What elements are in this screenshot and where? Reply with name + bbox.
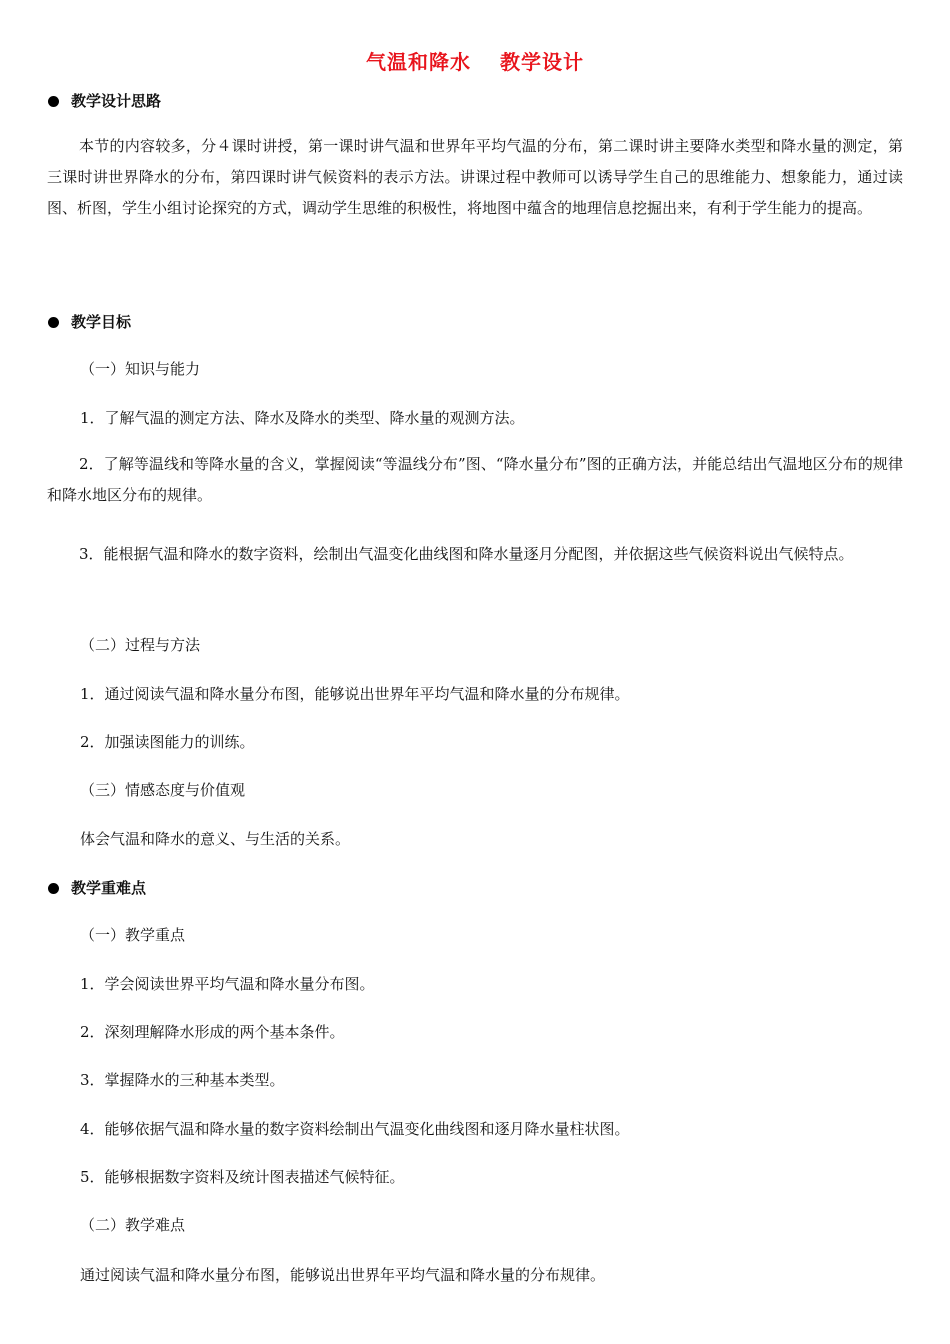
bullet-icon <box>48 317 59 328</box>
goals-item: 2．了解等温线和等降水量的含义，掌握阅读“等温线分布”图、“降水量分布”图的正确方法，并能总结出气温地区分布的规律和降水地区分布的规律。 <box>47 455 903 504</box>
section-heading-keypoints: 教学重难点 <box>48 877 146 898</box>
keypoints-item: 5．能够根据数字资料及统计图表描述气候特征。 <box>80 1168 405 1186</box>
keypoints-subheading-difficulty: （二）教学难点 <box>80 1216 186 1234</box>
document-title: 气温和降水 教学设计 <box>366 50 584 74</box>
thinking-paragraph: 本节的内容较多，分４课时讲授，第一课时讲气温和世界年平均气温的分布，第二课时讲主要降水类型和降水量的测定，第三课时讲世界降水的分布，第四课时讲气候资料的表示方法。讲课过程中教师可以诱导学生自己的思维能力、想象能力，通过读图、析图，学生小组讨论探究的方式，调动学生思维的积极性，将地图中蕴含的地理信息挖掘出来，有利于学生能力的提高。 <box>47 137 903 217</box>
keypoints-item: 通过阅读气温和降水量分布图，能够说出世界年平均气温和降水量的分布规律。 <box>80 1266 606 1284</box>
keypoints-item: 2．深刻理解降水形成的两个基本条件。 <box>80 1023 345 1041</box>
section-heading-goals: 教学目标 <box>48 311 131 332</box>
goals-item: 1．通过阅读气温和降水量分布图，能够说出世界年平均气温和降水量的分布规律。 <box>80 685 630 703</box>
keypoints-item: 3．掌握降水的三种基本类型。 <box>80 1071 285 1089</box>
keypoints-subheading-focus: （一）教学重点 <box>80 926 186 944</box>
keypoints-item: 1．学会阅读世界平均气温和降水量分布图。 <box>80 975 375 993</box>
goals-subheading-knowledge: （一）知识与能力 <box>80 360 201 378</box>
keypoints-item: 4．能够依据气温和降水量的数字资料绘制出气温变化曲线图和逐月降水量柱状图。 <box>80 1120 630 1138</box>
goals-item: 2．加强读图能力的训练。 <box>80 733 255 751</box>
bullet-icon <box>48 96 59 107</box>
bullet-icon <box>48 883 59 894</box>
goals-item: 1．了解气温的测定方法、降水及降水的类型、降水量的观测方法。 <box>80 409 525 427</box>
goals-subheading-process: （二）过程与方法 <box>80 636 201 654</box>
section-heading-thinking: 教学设计思路 <box>48 90 161 111</box>
goals-item: 3．能根据气温和降水的数字资料，绘制出气温变化曲线图和降水量逐月分配图，并依据这些气候资料说出气候特点。 <box>79 545 854 563</box>
goals-item: 体会气温和降水的意义、与生活的关系。 <box>80 830 351 848</box>
goals-subheading-attitude: （三）情感态度与价值观 <box>80 781 246 799</box>
